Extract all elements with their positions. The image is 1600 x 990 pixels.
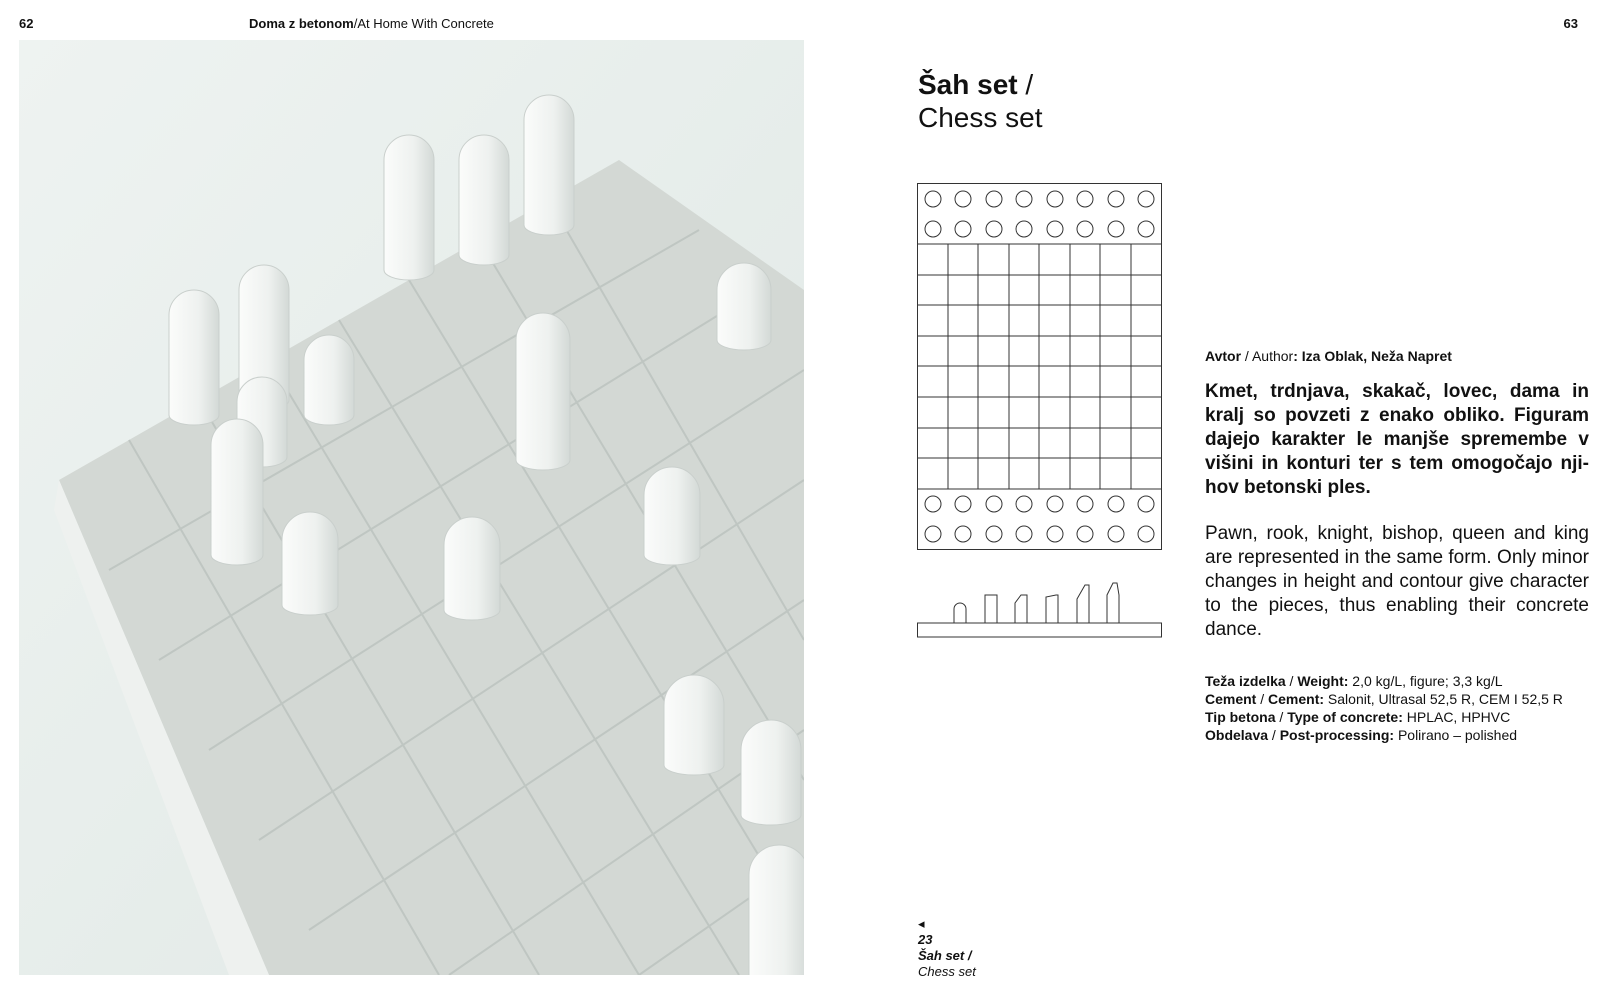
- author-line: [1205, 348, 1589, 364]
- running-head-sl: Doma z betonom: [249, 16, 354, 31]
- spec-row: Tip betona / Type of concrete: HPLAC, HPHVC: [1205, 709, 1511, 725]
- spec-label-sl: Teža izdelka: [1205, 673, 1286, 689]
- spec-label-sl: Obdelava: [1205, 727, 1269, 743]
- spec-label-en: Weight:: [1297, 673, 1349, 689]
- running-head-en: At Home With Concrete: [357, 16, 494, 31]
- spec-value: HPLAC, HPHVC: [1402, 709, 1511, 725]
- description-sl: Kmet, trdnjava, skakač, lovec, dama in kralj so povzeti z enako obliko. Figuram dajejo karakter le manjše spremembe v višini in konturi ter s tem omogočajo nji-hov betonski ples.: [1205, 381, 1589, 498]
- caption-arrow-icon: ◂: [918, 916, 925, 931]
- spec-row: Cement / Cement: Salonit, Ultrasal 52,5 R, CEM I 52,5 R: [1205, 691, 1563, 707]
- description-en: Pawn, rook, knight, bishop, queen and king are represented in the same form. Only minor changes in height and contour give character to the pieces, thus enabling their concrete dance.: [1205, 523, 1589, 640]
- author-names: Iza Oblak, Neža Napret: [1301, 348, 1452, 364]
- specs-list: [1205, 672, 1589, 744]
- page-number-left: 62: [19, 16, 34, 31]
- chess-board-diagram: [917, 183, 1162, 648]
- chess-set-illustration: [19, 40, 804, 975]
- article-title: [918, 68, 1043, 134]
- page-number-right: 63: [1563, 16, 1578, 31]
- author-colon: :: [1293, 348, 1302, 364]
- spec-label-sl: Cement: [1205, 691, 1257, 707]
- spec-label-en: Cement:: [1268, 691, 1325, 707]
- spec-row: Obdelava / Post-processing: Polirano – polished: [1205, 727, 1518, 743]
- spec-value: Polirano – polished: [1394, 727, 1518, 743]
- caption-number: 23: [918, 932, 933, 947]
- spec-value: 2,0 kg/L, figure; 3,3 kg/L: [1348, 673, 1503, 689]
- spec-row: Teža izdelka / Weight: 2,0 kg/L, figure; 3,3 kg/L: [1205, 673, 1503, 689]
- caption-en: Chess set: [918, 964, 976, 979]
- running-head-sep: /: [353, 16, 358, 31]
- author-sep: /: [1241, 348, 1252, 364]
- title-sl: Šah set: [918, 69, 1018, 100]
- text-column: [1205, 348, 1589, 744]
- figure-caption: [918, 916, 976, 980]
- spec-value: Salonit, Ultrasal 52,5 R, CEM I 52,5 R: [1324, 691, 1563, 707]
- caption-sl: Šah set /: [918, 948, 972, 963]
- spec-label-en: Post-processing:: [1279, 727, 1395, 743]
- author-label-en: Author: [1251, 348, 1294, 364]
- author-label-sl: Avtor: [1205, 348, 1242, 364]
- title-en: Chess set: [918, 102, 1043, 133]
- title-sep: /: [1017, 69, 1034, 100]
- spec-label-sl: Tip betona: [1205, 709, 1276, 725]
- board-plan-drawing: [917, 183, 1162, 643]
- chess-set-photo: [19, 40, 804, 975]
- running-head: [249, 16, 494, 31]
- spec-label-en: Type of concrete:: [1287, 709, 1403, 725]
